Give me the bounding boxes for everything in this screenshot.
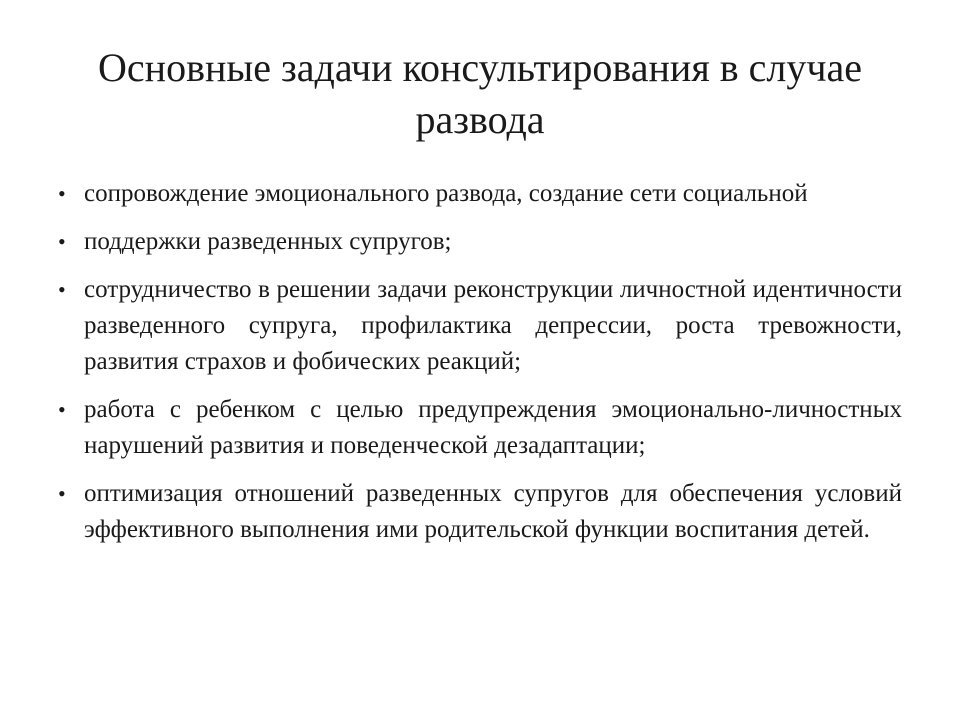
bullet-list bbox=[58, 176, 902, 560]
bullet-text-5: оптимизация отношений разведенных супругов для обеспечения условий эффективного выполнения ими родительской функции воспитания детей. bbox=[84, 480, 902, 543]
bullet-icon: • bbox=[58, 277, 66, 302]
bullet-item-3 bbox=[58, 272, 902, 380]
bullet-item-1 bbox=[58, 176, 902, 212]
slide-title: Основные задачи консультирования в случае развода bbox=[98, 45, 862, 142]
bullet-text-2: поддержки разведенных супругов; bbox=[84, 228, 452, 255]
bullet-icon: • bbox=[58, 481, 66, 506]
bullet-text-4: работа с ребенком с целью предупреждения эмоционально-личностных нарушений развития и поведенческой дезадаптации; bbox=[84, 396, 902, 459]
bullet-icon: • bbox=[58, 397, 66, 422]
bullet-item-5 bbox=[58, 476, 902, 548]
bullet-icon: • bbox=[58, 229, 66, 254]
bullet-item-2 bbox=[58, 224, 902, 260]
bullet-text-3: сотрудничество в решении задачи реконструкции личностной идентичности разведенного супруга, профилактика депрессии, роста тревожности, развития страхов и фобических реакций; bbox=[84, 276, 902, 375]
bullet-icon: • bbox=[58, 181, 66, 206]
bullet-text-1: сопровождение эмоционального развода, создание сети социальной bbox=[84, 180, 808, 207]
bullet-item-4 bbox=[58, 392, 902, 464]
